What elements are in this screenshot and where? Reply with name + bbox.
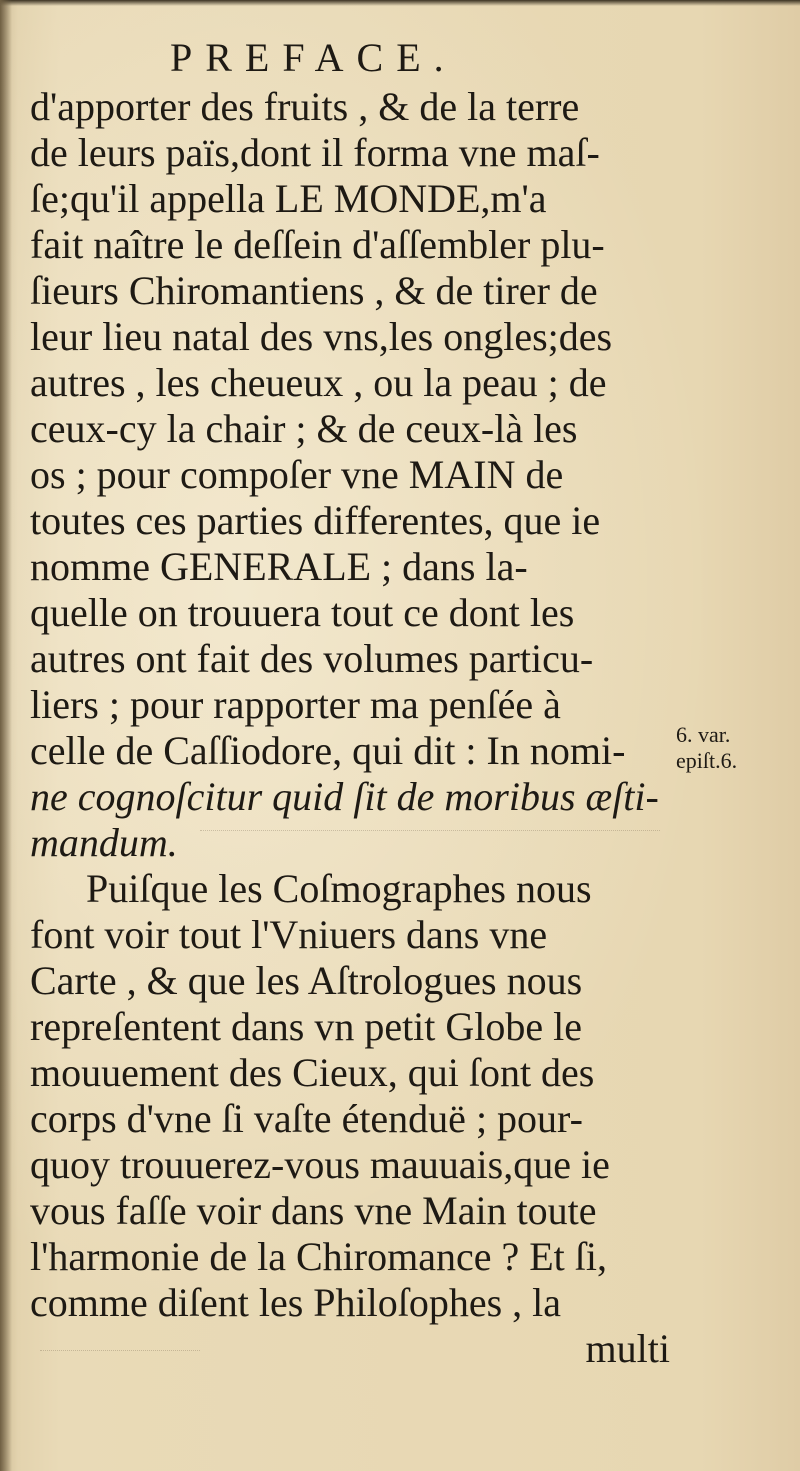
text-line: comme diſent les Philoſophes , la — [30, 1280, 562, 1325]
text-line: celle de Caſſiodore, qui dit : In nomi- — [30, 728, 626, 773]
text-line: ſe;qu'il appella LE MONDE,m'a — [30, 176, 547, 221]
page-top-edge — [0, 0, 800, 6]
text-line: vous faſſe voir dans vne Main toute — [30, 1188, 597, 1233]
text-line: leur lieu natal des vns,les ongles;des — [30, 314, 613, 359]
text-line: toutes ces parties differentes, que ie — [30, 498, 601, 543]
text-line-italic: ne cognoſcitur quid ſit de moribus æſti- — [30, 774, 659, 819]
text-line: repreſentent dans vn petit Globe le — [30, 1004, 583, 1049]
margin-note — [676, 722, 786, 774]
text-line: ſieurs Chiromantiens , & de tirer de — [30, 268, 598, 313]
text-line: autres , les cheueux , ou la peau ; de — [30, 360, 607, 405]
running-head: PREFACE. — [170, 35, 457, 80]
text-line: fait naître le deſſein d'aſſembler plu- — [30, 222, 605, 267]
text-line: l'harmonie de la Chiromance ? Et ſi, — [30, 1234, 608, 1279]
text-line: os ; pour compoſer vne MAIN de — [30, 452, 564, 497]
text-line: quelle on trouuera tout ce dont les — [30, 590, 575, 635]
text-line: ceux-cy la chair ; & de ceux-là les — [30, 406, 578, 451]
text-line: nomme GENERALE ; dans la- — [30, 544, 528, 589]
text-line-italic: mandum. — [30, 820, 178, 865]
text-line: autres ont fait des volumes particu- — [30, 636, 594, 681]
text-line: quoy trouuerez-vous mauuais,que ie — [30, 1142, 610, 1187]
text-line: font voir tout l'Vniuers dans vne — [30, 912, 548, 957]
catchword: multi — [585, 1326, 670, 1371]
margin-note-line: epiſt.6. — [676, 748, 738, 773]
text-line: de leurs païs,dont il forma vne maſ- — [30, 130, 600, 175]
margin-note-line: 6. var. — [676, 722, 731, 747]
paragraph-start-line: Puiſque les Coſmographes nous — [86, 866, 592, 911]
body-text — [30, 84, 670, 1372]
page-binding-edge — [0, 0, 12, 1471]
text-line: Carte , & que les Aſtrologues nous — [30, 958, 583, 1003]
text-line: mouuement des Cieux, qui ſont des — [30, 1050, 595, 1095]
text-line: d'apporter des fruits , & de la terre — [30, 84, 580, 129]
text-line: corps d'vne ſi vaſte étenduë ; pour- — [30, 1096, 583, 1141]
text-line: liers ; pour rapporter ma penſée à — [30, 682, 561, 727]
